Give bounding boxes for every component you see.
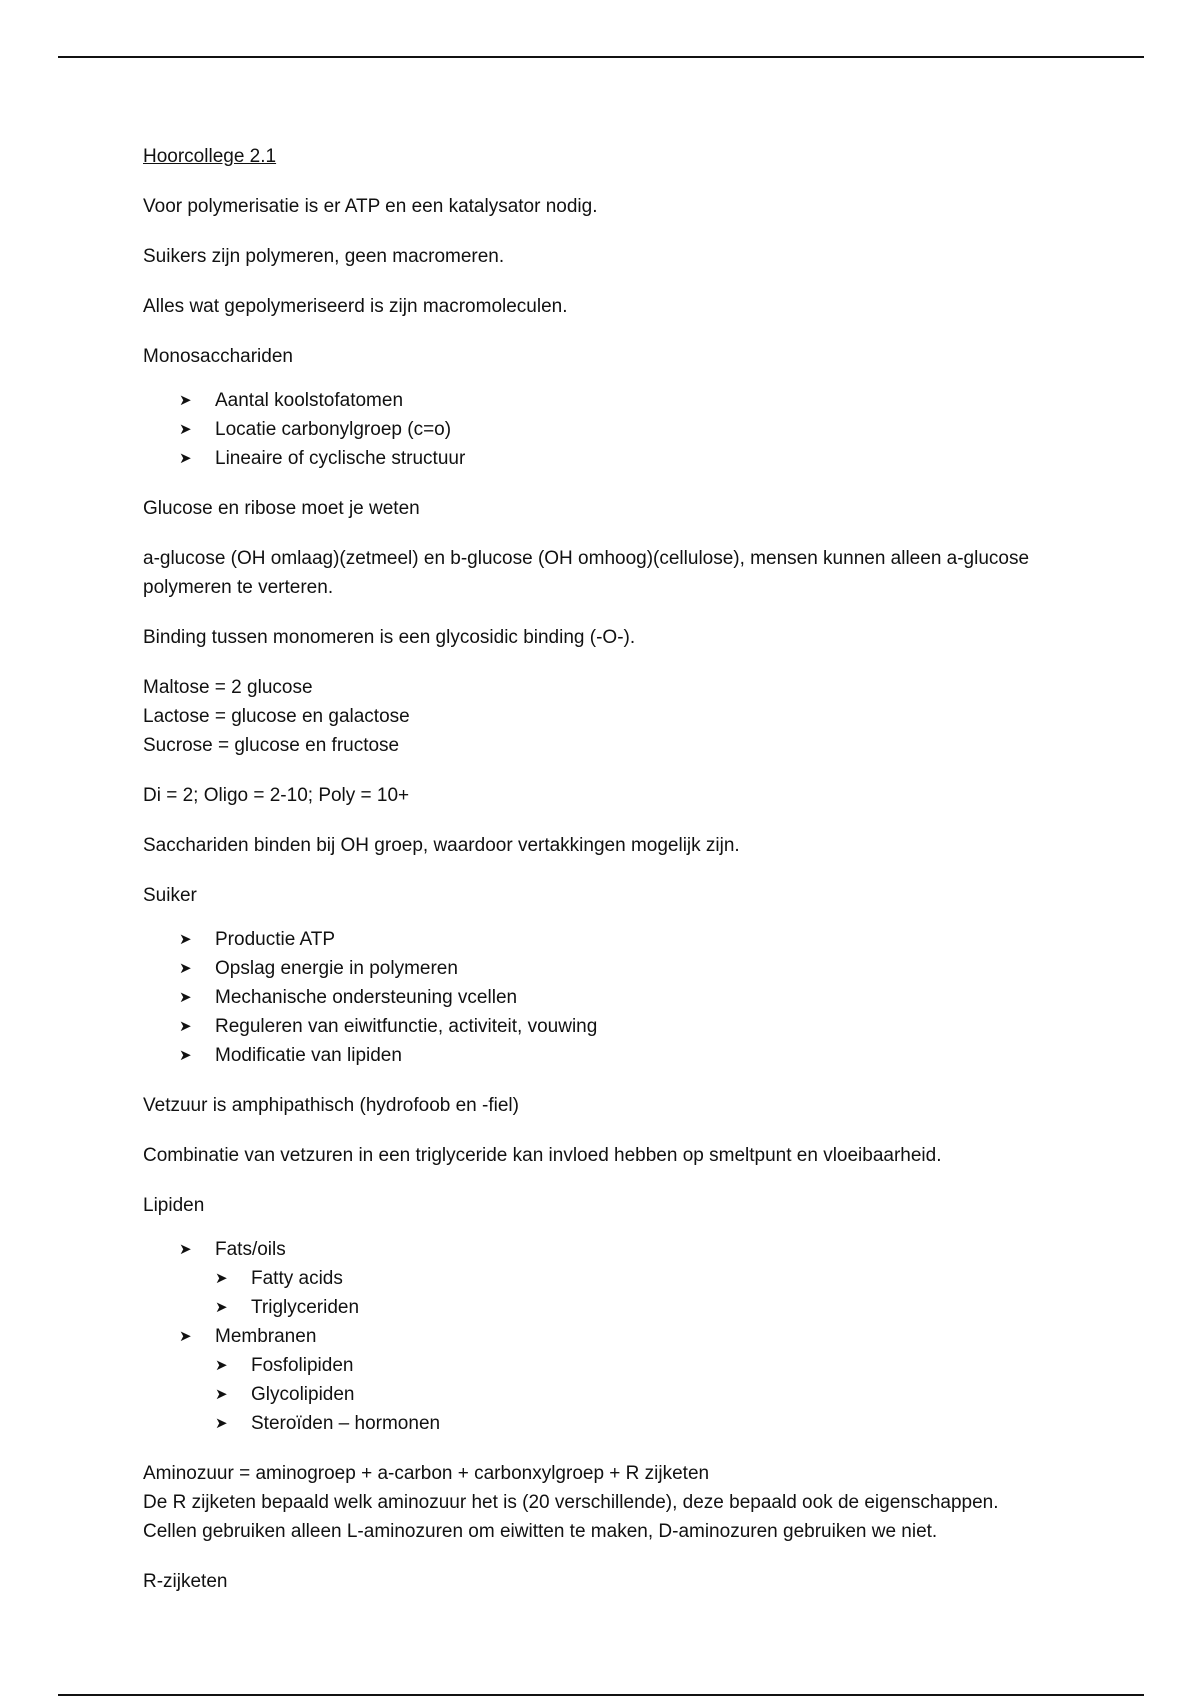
list-item-membranen: ➤ Membranen [143, 1322, 1103, 1351]
list-subitem: ➤ Triglyceriden [143, 1293, 1103, 1322]
line-aminozuur: Aminozuur = aminogroep + a-carbon + carbonxylgroep + R zijketen [143, 1463, 710, 1484]
document-title: Hoorcollege 2.1 [143, 146, 277, 167]
list-item: ➤ Aantal koolstofatomen [143, 386, 1103, 415]
list-subitem: ➤ Fatty acids [143, 1264, 1103, 1293]
list-lipiden [143, 1235, 1103, 1438]
paragraph-glycosidic: Binding tussen monomeren is een glycosidic binding (-O-). [143, 627, 636, 648]
paragraph-vertakkingen: Sacchariden binden bij OH groep, waardoor vertakkingen mogelijk zijn. [143, 835, 740, 856]
header-rule [58, 56, 1144, 58]
heading-monosacchariden: Monosacchariden [143, 346, 293, 367]
list-item: ➤ Mechanische ondersteuning vcellen [143, 983, 1103, 1012]
list-item: ➤ Lineaire of cyclische structuur [143, 444, 1103, 473]
paragraph-suikers: Suikers zijn polymeren, geen macromeren. [143, 246, 505, 267]
line-sucrose: Sucrose = glucose en fructose [143, 735, 400, 756]
list-subitem: ➤ Glycolipiden [143, 1380, 1103, 1409]
list-item: ➤ Opslag energie in polymeren [143, 954, 1103, 983]
heading-suiker: Suiker [143, 885, 197, 906]
footer-rule [58, 1694, 1144, 1696]
list-subitem: ➤ Steroïden – hormonen [143, 1409, 1103, 1438]
line-l-aminozuren: Cellen gebruiken alleen L-aminozuren om eiwitten te maken, D-aminozuren gebruiken we niet. [143, 1521, 938, 1542]
paragraph-r-zijketen: R-zijketen [143, 1571, 228, 1592]
document-body [143, 142, 1103, 1617]
paragraph-polymerisatie: Voor polymerisatie is er ATP en een katalysator nodig. [143, 196, 598, 217]
paragraph-a-b-glucose: a-glucose (OH omlaag)(zetmeel) en b-glucose (OH omhoog)(cellulose), mensen kunnen alleen a-glucose polymeren te verteren. [143, 548, 1030, 598]
list-item: ➤ Modificatie van lipiden [143, 1041, 1103, 1070]
paragraph-vetzuur: Vetzuur is amphipathisch (hydrofoob en -fiel) [143, 1095, 519, 1116]
paragraph-triglyceride: Combinatie van vetzuren in een triglyceride kan invloed hebben op smeltpunt en vloeibaarheid. [143, 1145, 942, 1166]
line-r-zijketen-bepaald: De R zijketen bepaald welk aminozuur het is (20 verschillende), deze bepaald ook de eigenschappen. [143, 1492, 999, 1513]
paragraph-glucose-ribose: Glucose en ribose moet je weten [143, 498, 420, 519]
list-item: ➤ Locatie carbonylgroep (c=o) [143, 415, 1103, 444]
line-lactose: Lactose = glucose en galactose [143, 706, 410, 727]
list-suiker [143, 925, 1103, 1070]
paragraph-macromoleculen: Alles wat gepolymeriseerd is zijn macromoleculen. [143, 296, 568, 317]
list-monosacchariden [143, 386, 1103, 473]
list-subitem: ➤ Fosfolipiden [143, 1351, 1103, 1380]
heading-lipiden: Lipiden [143, 1195, 205, 1216]
list-item: ➤ Productie ATP [143, 925, 1103, 954]
paragraph-di-oligo-poly: Di = 2; Oligo = 2-10; Poly = 10+ [143, 785, 410, 806]
line-maltose: Maltose = 2 glucose [143, 677, 313, 698]
list-item-fats: ➤ Fats/oils [143, 1235, 1103, 1264]
list-item: ➤ Reguleren van eiwitfunctie, activiteit, vouwing [143, 1012, 1103, 1041]
